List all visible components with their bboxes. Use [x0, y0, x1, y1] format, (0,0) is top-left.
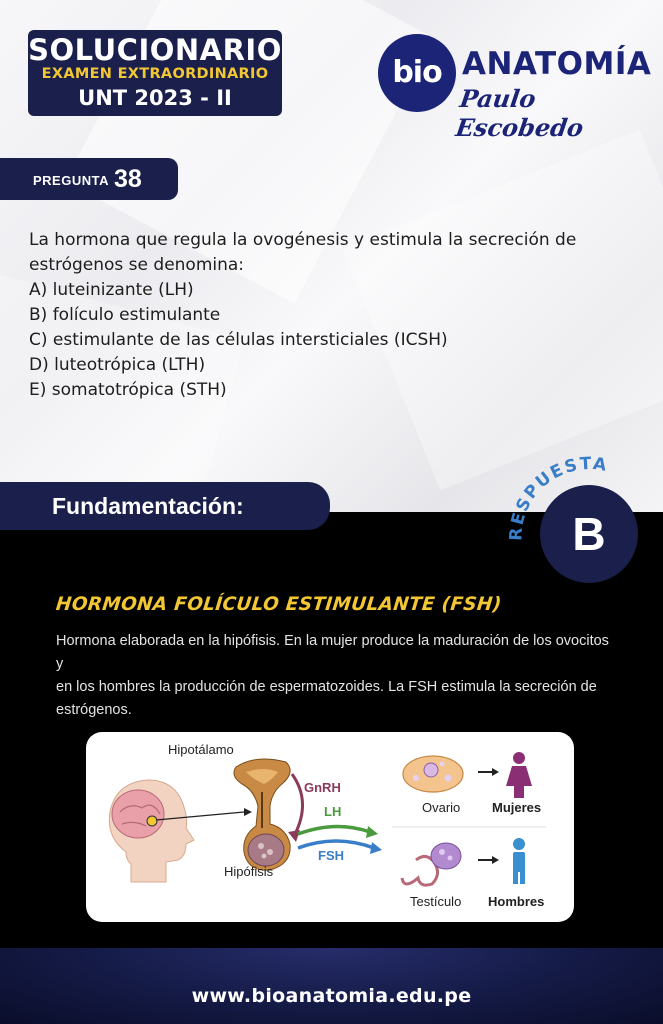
fsh-diagram: [86, 732, 574, 922]
section-body: [56, 630, 616, 722]
label-testiculo: Testículo: [410, 894, 462, 909]
label-ovario: Ovario: [422, 800, 461, 815]
section-body-line: estrógenos.: [56, 702, 132, 718]
section-title: HORMONA FOLÍCULO ESTIMULANTE (FSH): [54, 594, 503, 615]
pituitary-icon: [234, 759, 290, 870]
exam-header-badge: [28, 30, 282, 116]
question-number: 38: [114, 165, 142, 193]
logo-wordmark: ANATOMÍA: [462, 46, 652, 82]
label-lh: LH: [324, 804, 342, 819]
bioanatomia-logo: [378, 34, 652, 142]
header-title: SOLUCIONARIO: [28, 33, 282, 67]
option-c: C) estimulante de las células intersticiales (ICSH): [29, 330, 448, 350]
option-d: D) luteotrópica (LTH): [29, 355, 206, 375]
section-body-line: Hormona elaborada en la hipófisis. En la mujer produce la maduración de los ovocitos y: [56, 633, 609, 672]
label-hombres: Hombres: [488, 894, 545, 909]
option-e: E) somatotrópica (STH): [29, 380, 227, 400]
label-mujeres: Mujeres: [492, 800, 542, 815]
section-body-line: en los hombres la producción de espermatozoides. La FSH estimula la secreción de: [56, 679, 597, 695]
header-exam-id: UNT 2023 - II: [78, 86, 232, 110]
question-label: PREGUNTA: [33, 173, 109, 188]
male-icon: [513, 838, 525, 884]
female-icon: [506, 752, 532, 798]
option-a: A) luteinizante (LH): [29, 280, 194, 300]
label-gnrh: GnRH: [304, 780, 341, 795]
answer-badge: [500, 450, 660, 600]
question-number-tab: [0, 158, 178, 200]
option-b: B) folículo estimulante: [29, 305, 221, 325]
fundamentacion-heading: Fundamentación:: [0, 482, 330, 530]
footer-website-link[interactable]: www.bioanatomia.edu.pe: [191, 985, 472, 1007]
question-stem-line: estrógenos se denomina:: [29, 255, 245, 275]
label-hipofisis: Hipófisis: [224, 864, 274, 879]
logo-bio-circle: bio: [378, 34, 456, 112]
logo-author: Paulo Escobedo: [453, 84, 586, 142]
label-fsh: FSH: [318, 848, 344, 863]
ovary-icon: [403, 756, 463, 792]
gnrh-arrow: [292, 774, 303, 836]
answer-letter: B: [540, 485, 638, 583]
label-hipotalamo: Hipotálamo: [168, 742, 234, 757]
fsh-arrow: [298, 841, 374, 848]
lh-arrow: [298, 826, 370, 834]
testicle-icon: [402, 843, 461, 885]
question-stem-line: La hormona que regula la ovogénesis y estimula la secreción de: [29, 230, 577, 250]
header-subtitle: EXAMEN EXTRAORDINARIO: [41, 66, 269, 82]
answer-label: RESPUESTA: [506, 453, 610, 542]
head-icon: [109, 780, 194, 882]
question-text: [29, 228, 629, 403]
